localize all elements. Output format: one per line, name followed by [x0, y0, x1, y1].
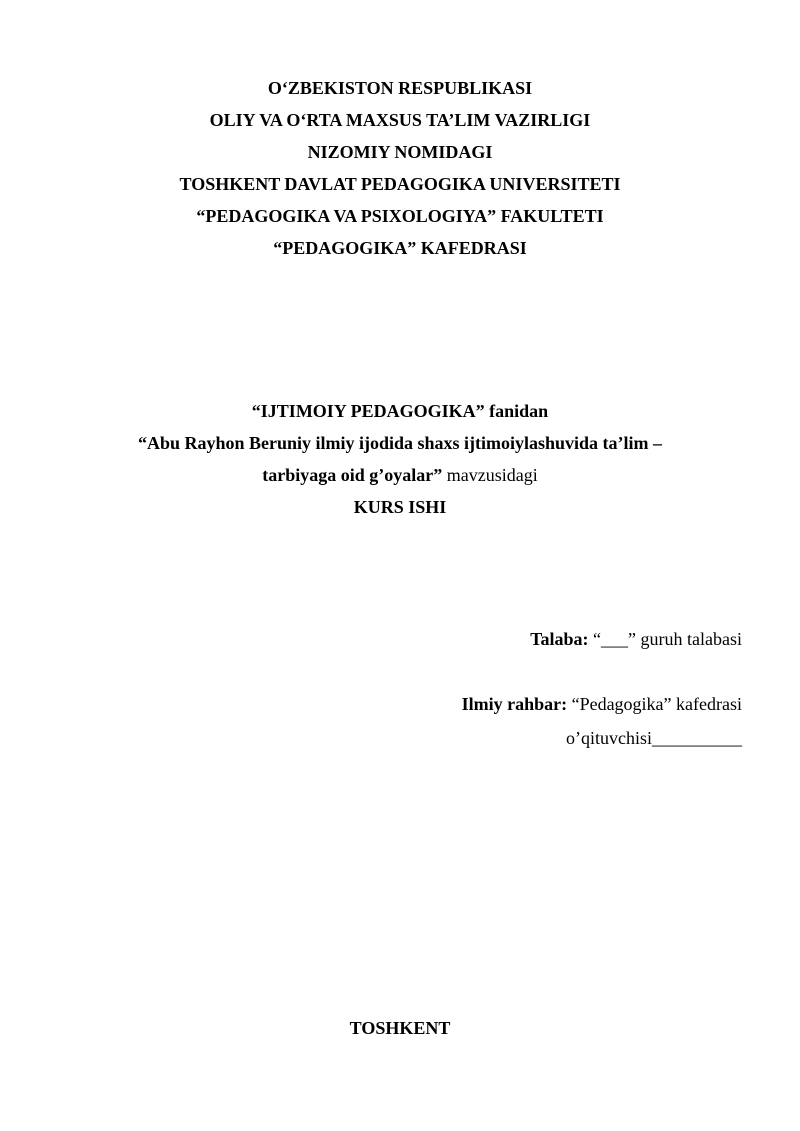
- header-department: “PEDAGOGIKA” KAFEDRASI: [273, 238, 527, 258]
- topic-line-2-normal: mavzusidagi: [442, 465, 538, 485]
- work-type: KURS ISHI: [353, 497, 447, 517]
- footer-city: TOSHKENT: [349, 1018, 451, 1038]
- advisor-line-2: o’qituvchisi__________: [566, 728, 742, 748]
- student-line: [530, 628, 742, 650]
- header-named-after: NIZOMIY NOMIDAGI: [307, 142, 493, 162]
- topic-line-1: “Abu Rayhon Beruniy ilmiy ijodida shaxs ijtimoiylashuvida ta’lim –: [137, 433, 663, 453]
- advisor-label: Ilmiy rahbar:: [461, 694, 568, 714]
- header-university: TOSHKENT DAVLAT PEDAGOGIKA UNIVERSITETI: [179, 174, 621, 194]
- topic-line-2: [0, 464, 800, 486]
- header-faculty: “PEDAGOGIKA VA PSIXOLOGIYA” FAKULTETI: [196, 206, 604, 226]
- student-label: Talaba:: [530, 629, 589, 649]
- advisor-line: [462, 693, 742, 715]
- header-ministry: OLIY VA O‘RTA MAXSUS TA’LIM VAZIRLIGI: [209, 110, 591, 130]
- advisor-value: “Pedagogika” kafedrasi: [567, 694, 742, 714]
- header-country: O‘ZBEKISTON RESPUBLIKASI: [267, 78, 533, 98]
- subject-title: “IJTIMOIY PEDAGOGIKA” fanidan: [251, 401, 549, 421]
- topic-line-2-bold: tarbiyaga oid g’oyalar”: [262, 465, 443, 485]
- student-value: “___” guruh talabasi: [588, 629, 742, 649]
